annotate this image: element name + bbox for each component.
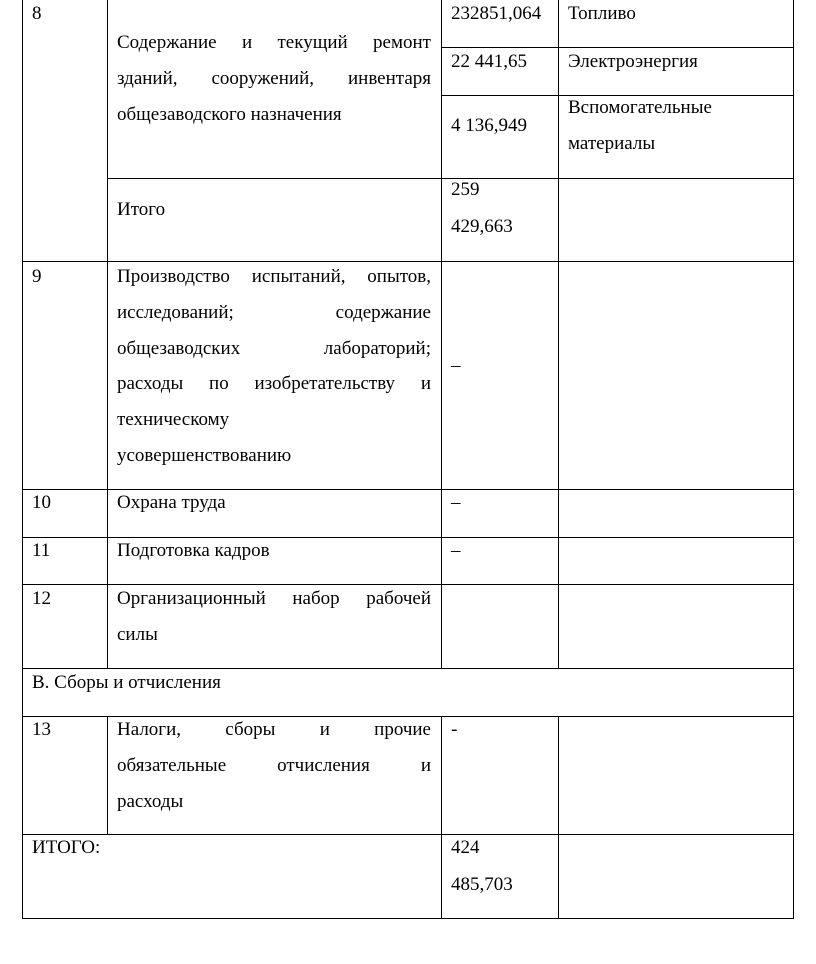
subtotal-amount: 259: [451, 179, 480, 200]
amount-cell: –: [451, 492, 461, 513]
grand-total-amount: 424: [451, 837, 480, 858]
table-border: [441, 716, 442, 919]
row-number: 12: [32, 588, 51, 609]
amount-cell: –: [451, 540, 461, 561]
row-description: Охрана труда: [117, 492, 226, 513]
table-border: [107, 0, 108, 669]
row-number: 9: [32, 266, 42, 287]
cost-item-name: материалы: [568, 133, 656, 154]
table-border: [558, 716, 559, 919]
amount-cell: 22 441,65: [451, 51, 527, 72]
row-description: расходы по изобретательству и: [117, 373, 431, 394]
row-description: Налоги, сборы и прочие: [117, 719, 431, 740]
table-border: [558, 0, 559, 669]
table-border: [22, 834, 794, 835]
section-heading: В. Сборы и отчисления: [32, 672, 221, 693]
grand-total-label: ИТОГО:: [32, 837, 101, 858]
row-number: 13: [32, 719, 51, 740]
row-number: 11: [32, 540, 51, 561]
cost-item-name: Топливо: [568, 3, 636, 24]
row-description: силы: [117, 624, 158, 645]
table-border: [22, 918, 794, 919]
row-description: общезаводских лабораторий;: [117, 338, 431, 359]
row-description: обязательные отчисления и: [117, 755, 431, 776]
row-description: зданий, сооружений, инвентаря: [117, 68, 431, 89]
row-description: Организационный набор рабочей: [117, 588, 431, 609]
amount-cell: –: [451, 355, 461, 376]
cost-item-name: Вспомогательные: [568, 97, 712, 118]
row-description: Производство испытаний, опытов,: [117, 266, 431, 287]
row-description: исследований; содержание: [117, 302, 431, 323]
row-description: расходы: [117, 791, 184, 812]
row-number: 8: [32, 3, 42, 24]
row-description: общезаводского назначения: [117, 104, 342, 125]
table-border: [22, 0, 23, 919]
subtotal-label: Итого: [117, 199, 166, 220]
cost-item-name: Электроэнергия: [568, 51, 698, 72]
row-number: 10: [32, 492, 51, 513]
row-description: усовершенствованию: [117, 445, 292, 466]
row-description: Подготовка кадров: [117, 540, 270, 561]
table-border: [107, 716, 108, 835]
amount-cell: 232851,064: [451, 3, 542, 24]
grand-total-amount: 485,703: [451, 874, 513, 895]
amount-cell: -: [451, 719, 458, 740]
amount-cell: 4 136,949: [451, 115, 527, 136]
table-border: [793, 0, 794, 919]
row-description: техническому: [117, 409, 230, 430]
table-border: [441, 0, 442, 669]
subtotal-amount: 429,663: [451, 216, 513, 237]
row-description: Содержание и текущий ремонт: [117, 32, 431, 53]
